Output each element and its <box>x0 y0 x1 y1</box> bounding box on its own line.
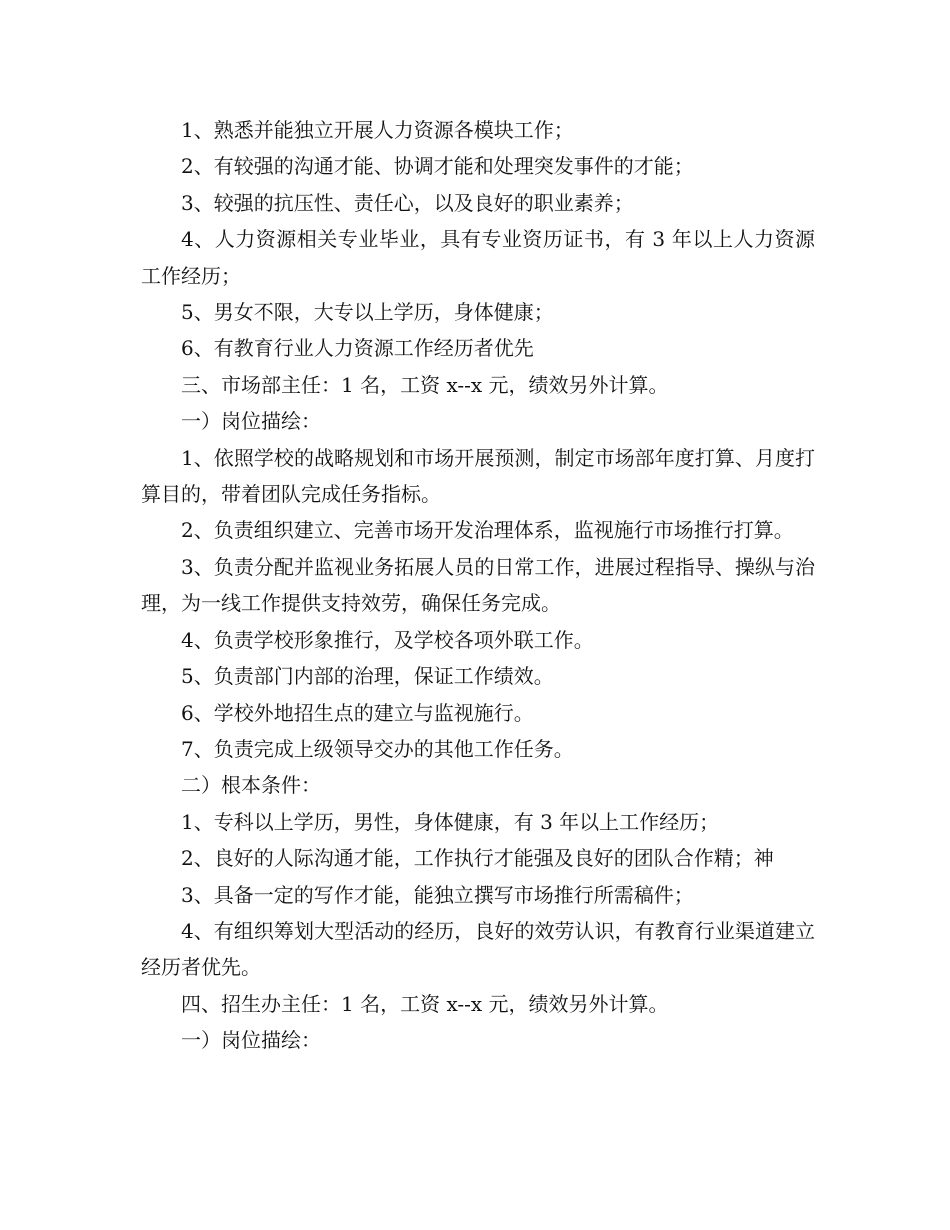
section-heading-admissions-director: 四、招生办主任：1 名，工资 x--x 元，绩效另外计算。 <box>181 991 669 1016</box>
paragraph-mkt-req-2: 2、良好的人际沟通才能，工作执行才能强及良好的团队合作精；神 <box>181 846 774 871</box>
paragraph-hr-req-4: 4、人力资源相关专业毕业，具有专业资历证书，有 3 年以上人力资源工作经历； <box>141 227 815 288</box>
paragraph-mkt-duty-4: 4、负责学校形象推行，及学校各项外联工作。 <box>181 627 594 652</box>
paragraph-mkt-duty-1: 1、依照学校的战略规划和市场开展预测，制定市场部年度打算、月度打算目的，带着团队完成任务指标。 <box>141 445 815 507</box>
paragraph-mkt-req-4: 4、有组织筹划大型活动的经历，良好的效劳认识，有教育行业渠道建立经历者优先。 <box>141 918 815 980</box>
paragraph-mkt-duty-2: 2、负责组织建立、完善市场开发治理体系，监视施行市场推行打算。 <box>181 518 794 543</box>
subheading-job-description-2: 一）岗位描绘： <box>181 1028 321 1053</box>
document-body <box>141 112 815 1059</box>
section-heading-marketing-director: 三、市场部主任：1 名，工资 x--x 元，绩效另外计算。 <box>181 372 669 397</box>
paragraph-hr-req-3: 3、较强的抗压性、责任心，以及良好的职业素养； <box>181 190 634 215</box>
paragraph-mkt-duty-5: 5、负责部门内部的治理，保证工作绩效。 <box>181 664 554 689</box>
paragraph-hr-req-2: 2、有较强的沟通才能、协调才能和处理突发事件的才能； <box>181 154 694 179</box>
paragraph-hr-req-5: 5、男女不限，大专以上学历，身体健康； <box>181 300 554 325</box>
subheading-basic-requirements: 二）根本条件： <box>181 773 321 798</box>
paragraph-hr-req-1: 1、熟悉并能独立开展人力资源各模块工作； <box>181 118 574 142</box>
subheading-job-description: 一）岗位描绘： <box>181 409 321 434</box>
paragraph-hr-req-6: 6、有教育行业人力资源工作经历者优先 <box>181 336 534 361</box>
paragraph-mkt-req-1: 1、专科以上学历，男性，身体健康，有 3 年以上工作经历； <box>181 809 720 834</box>
paragraph-mkt-duty-3: 3、负责分配并监视业务拓展人员的日常工作，进展过程指导、操纵与治理，为一线工作提供支持效劳，确保任务完成。 <box>141 554 815 616</box>
paragraph-mkt-duty-7: 7、负责完成上级领导交办的其他工作任务。 <box>181 736 574 761</box>
paragraph-mkt-req-3: 3、具备一定的写作才能，能独立撰写市场推行所需稿件； <box>181 882 694 907</box>
paragraph-mkt-duty-6: 6、学校外地招生点的建立与监视施行。 <box>181 700 534 725</box>
